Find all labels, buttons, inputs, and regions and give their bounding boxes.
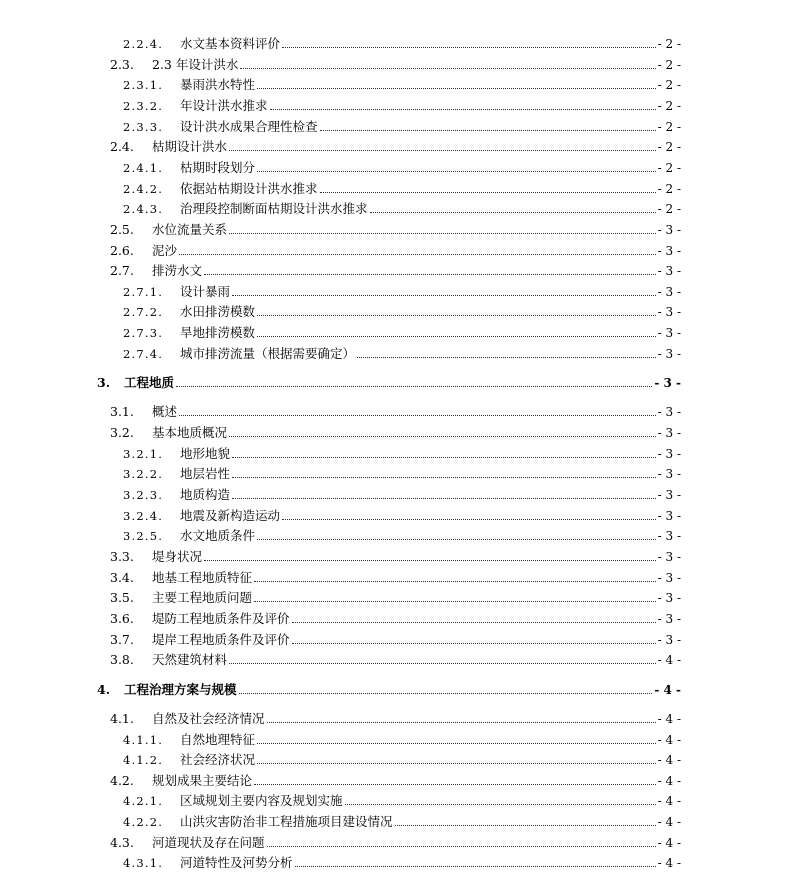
toc-entry-number: 2.4.2. [123, 181, 164, 196]
dot-leader [232, 294, 656, 296]
dot-leader [232, 497, 656, 499]
dot-leader [267, 721, 656, 723]
toc-section-entry[interactable] [110, 544, 681, 564]
toc-entry-page-number: - 3 - [657, 446, 681, 461]
toc-entry-title: 年设计洪水推求 [180, 97, 268, 113]
toc-entry-page-number: - 3 - [657, 326, 681, 341]
dot-leader [257, 314, 656, 316]
toc-section-entry[interactable] [110, 420, 681, 440]
toc-entry-title: 城市排涝流量（根据需要确定） [180, 345, 356, 361]
toc-entry-page-number: - 2 - [657, 78, 681, 93]
toc-subsection-entry[interactable] [123, 788, 681, 808]
toc-subsection-entry[interactable] [123, 31, 681, 51]
toc-subsection-entry[interactable] [123, 114, 681, 134]
toc-entry-number: 4.2.2. [123, 815, 164, 830]
toc-entry-title: 基本地质概况 [152, 425, 228, 441]
dot-leader [320, 191, 656, 193]
toc-section-entry[interactable] [110, 217, 681, 237]
dot-leader [179, 253, 656, 255]
toc-entry-number: 4.1. [110, 710, 134, 726]
toc-section-entry[interactable] [110, 399, 681, 419]
toc-entry-page-number: - 3 - [657, 305, 681, 320]
toc-subsection-entry[interactable] [123, 176, 681, 196]
toc-entry-number: 2.3. [110, 56, 134, 72]
toc-entry-title: 天然建筑材料 [152, 652, 228, 668]
toc-entry-page-number: - 2 - [657, 57, 681, 72]
toc-entry-number: 3.8. [110, 652, 134, 668]
toc-entry-title: 规划成果主要结论 [152, 772, 253, 788]
toc-entry-title: 排涝水文 [152, 263, 203, 279]
toc-section-entry[interactable] [110, 830, 681, 850]
toc-entry-title: 旱地排涝模数 [180, 325, 256, 341]
toc-entry-number: 3.2.4. [123, 508, 164, 523]
dot-leader [257, 170, 656, 172]
toc-entry-page-number: - 2 - [657, 140, 681, 155]
toc-section-entry[interactable] [110, 706, 681, 726]
toc-section-entry[interactable] [110, 258, 681, 278]
toc-entry-page-number: - 4 - [657, 753, 681, 768]
toc-entry-title: 主要工程地质问题 [152, 590, 253, 606]
dot-leader [267, 845, 656, 847]
toc-subsection-entry[interactable] [123, 809, 681, 829]
toc-entry-number: 2.7.2. [123, 305, 164, 320]
toc-entry-title: 泥沙 [152, 242, 178, 258]
toc-entry-number: 2.3.3. [123, 119, 164, 134]
dot-leader [257, 335, 656, 337]
toc-section-entry[interactable] [110, 647, 681, 667]
toc-section-entry[interactable] [110, 585, 681, 605]
toc-entry-number: 2.5. [110, 221, 134, 237]
toc-entry-page-number: - 4 - [657, 773, 681, 788]
toc-entry-title: 水位流量关系 [152, 221, 228, 237]
toc-entry-page-number: - 4 - [657, 856, 681, 871]
toc-subsection-entry[interactable] [123, 441, 681, 461]
dot-leader [292, 642, 656, 644]
toc-entry-title: 堤防工程地质条件及评价 [152, 610, 290, 626]
toc-entry-page-number: - 4 - [657, 815, 681, 830]
dot-leader [240, 67, 655, 69]
toc-subsection-entry[interactable] [123, 299, 681, 319]
toc-entry-title: 设计暴雨 [180, 283, 231, 299]
toc-entry-number: 2.2.4. [123, 37, 164, 51]
toc-entry-page-number: - 3 - [657, 222, 681, 237]
toc-entry-title: 自然及社会经济情况 [152, 710, 265, 726]
toc-entry-number: 3.3. [110, 548, 134, 564]
toc-entry-number: 4.2.1. [123, 794, 164, 809]
toc-entry-page-number: - 3 - [657, 591, 681, 606]
dot-leader [282, 46, 656, 48]
toc-entry-number: 3.1. [110, 404, 134, 420]
toc-entry-page-number: - 3 - [657, 488, 681, 502]
toc-section-entry[interactable] [110, 627, 681, 647]
toc-entry-page-number: - 2 - [657, 119, 681, 134]
toc-subsection-entry[interactable] [123, 482, 681, 502]
toc-entry-page-number: - 2 - [657, 98, 681, 113]
toc-entry-title: 治理段控制断面枯期设计洪水推求 [180, 201, 368, 217]
toc-entry-title: 自然地理特征 [180, 731, 256, 747]
toc-entry-title: 依据站枯期设计洪水推求 [180, 180, 318, 196]
toc-entry-number: 4.1.1. [123, 732, 164, 747]
dot-leader [176, 385, 652, 387]
toc-subsection-entry[interactable] [123, 196, 681, 216]
toc-entry-number: 3.6. [110, 610, 134, 626]
toc-entry-title: 水文基本资料评价 [180, 36, 281, 51]
toc-entry-page-number: - 4 - [657, 732, 681, 747]
toc-entry-number: 4.3. [110, 834, 134, 850]
toc-entry-number: 2.3.1. [123, 78, 164, 93]
toc-entry-page-number: - 3 - [657, 611, 681, 626]
toc-subsection-entry[interactable] [123, 93, 681, 113]
toc-subsection-entry[interactable] [123, 72, 681, 92]
toc-entry-title: 工程治理方案与规模 [124, 681, 237, 697]
toc-entry-title: 河道特性及河势分析 [180, 855, 293, 871]
dot-leader [229, 435, 656, 437]
toc-section-entry[interactable] [110, 768, 681, 788]
toc-entry-page-number: - 3 - [657, 426, 681, 441]
toc-entry-page-number: - 3 - [657, 549, 681, 564]
dot-leader [357, 356, 656, 358]
toc-entry-number: 2.7. [110, 263, 134, 279]
toc-entry-page-number: - 4 - [657, 835, 681, 850]
toc-entry-title: 山洪灾害防治非工程措施项目建设情况 [180, 814, 393, 830]
toc-entry-page-number: - 2 - [657, 181, 681, 196]
dot-leader [254, 600, 656, 602]
toc-entry-page-number: - 3 - [657, 529, 681, 544]
dot-leader [320, 129, 656, 131]
toc-entry-page-number: - 3 - [654, 376, 681, 391]
toc-section-entry[interactable] [110, 52, 681, 72]
toc-entry-number: 2.7.4. [123, 346, 164, 361]
toc-entry-number: 2.3.2. [123, 98, 164, 113]
dot-leader [204, 273, 656, 275]
toc-subsection-entry[interactable] [123, 279, 681, 299]
toc-entry-page-number: - 3 - [657, 284, 681, 299]
toc-subsection-entry[interactable] [123, 461, 681, 481]
toc-entry-page-number: - 3 - [657, 467, 681, 482]
toc-entry-number: 3.2. [110, 425, 134, 441]
toc-entry-number: 4. [97, 681, 111, 697]
dot-leader [257, 762, 656, 764]
toc-entry-page-number: - 2 - [657, 160, 681, 175]
toc-entry-number: 2.4.3. [123, 202, 164, 217]
toc-entry-title: 堤身状况 [152, 548, 203, 564]
toc-subsection-entry[interactable] [123, 523, 681, 543]
toc-chapter-entry[interactable] [97, 677, 681, 697]
toc-entry-number: 3.4. [110, 569, 134, 585]
dot-leader [345, 803, 656, 805]
toc-entry-title: 河道现状及存在问题 [152, 834, 265, 850]
toc-entry-page-number: - 3 - [657, 264, 681, 279]
toc-entry-number: 2.6. [110, 242, 134, 258]
toc-entry-page-number: - 3 - [657, 346, 681, 361]
toc-entry-number: 3.7. [110, 631, 134, 647]
toc-entry-title: 地基工程地质特征 [152, 569, 253, 585]
dot-leader [204, 559, 656, 561]
toc-entry-number: 2.7.3. [123, 326, 164, 341]
toc-entry-title: 概述 [152, 404, 178, 420]
toc-section-entry[interactable] [110, 606, 681, 626]
toc-entry-title: 暴雨洪水特性 [180, 77, 256, 93]
toc-entry-page-number: - 3 - [657, 243, 681, 258]
toc-subsection-entry[interactable] [123, 341, 681, 361]
toc-entry-number: 3.5. [110, 590, 134, 606]
toc-entry-title: 地层岩性 [180, 466, 231, 482]
dot-leader [254, 580, 656, 582]
dot-leader [229, 662, 656, 664]
toc-entry-number: 3.2.1. [123, 446, 164, 461]
toc-entry-number: 3. [97, 375, 111, 391]
toc-entry-title: 地震及新构造运动 [180, 507, 281, 523]
toc-entry-page-number: - 4 - [657, 794, 681, 809]
toc-entry-title: 2.3 年设计洪水 [152, 56, 239, 72]
toc-entry-page-number: - 3 - [657, 570, 681, 585]
toc-entry-number: 2.7.1. [123, 284, 164, 299]
toc-entry-title: 水文地质条件 [180, 528, 256, 544]
toc-subsection-entry[interactable] [123, 320, 681, 340]
toc-entry-title: 枯期设计洪水 [152, 139, 228, 155]
toc-entry-title: 区域规划主要内容及规划实施 [180, 793, 343, 809]
dot-leader [229, 232, 656, 234]
toc-entry-number: 4.2. [110, 772, 134, 788]
toc-entry-number: 2.4. [110, 139, 134, 155]
dot-leader [254, 783, 656, 785]
toc-entry-page-number: - 4 - [657, 711, 681, 726]
toc-entry-number: 4.1.2. [123, 753, 164, 768]
dot-leader [282, 518, 656, 520]
dot-leader [257, 538, 656, 540]
toc-entry-title: 地形地貌 [180, 445, 231, 461]
toc-chapter-entry[interactable] [97, 370, 681, 390]
toc-subsection-entry[interactable] [123, 747, 681, 767]
dot-leader [270, 108, 656, 110]
toc-entry-page-number: - 4 - [657, 653, 681, 668]
dot-leader [370, 211, 656, 213]
toc-entry-title: 堤岸工程地质条件及评价 [152, 631, 290, 647]
toc-entry-title: 设计洪水成果合理性检查 [180, 118, 318, 134]
toc-section-entry[interactable] [110, 238, 681, 258]
toc-subsection-entry[interactable] [123, 503, 681, 523]
toc-entry-page-number: - 4 - [654, 682, 681, 697]
toc-entry-page-number: - 3 - [657, 405, 681, 420]
dot-leader [232, 476, 656, 478]
dot-leader [292, 621, 656, 623]
toc-entry-page-number: - 2 - [657, 202, 681, 217]
toc-entry-title: 地质构造 [180, 487, 231, 502]
toc-entry-title: 水田排涝模数 [180, 304, 256, 320]
toc-entry-page-number: - 3 - [657, 632, 681, 647]
dot-leader [295, 865, 656, 867]
dot-leader [257, 742, 656, 744]
toc-entry-number: 3.2.5. [123, 529, 164, 544]
toc-section-entry[interactable] [110, 565, 681, 585]
toc-entry-number: 4.3.1. [123, 856, 164, 871]
dot-leader [232, 456, 656, 458]
toc-entry-title: 社会经济状况 [180, 752, 256, 768]
toc-entry-title: 工程地质 [124, 375, 175, 391]
dot-leader [395, 824, 656, 826]
toc-entry-number: 3.2.3. [123, 488, 164, 502]
dot-leader [229, 149, 656, 151]
toc-entry-page-number: - 2 - [657, 37, 681, 51]
toc-subsection-entry[interactable] [123, 727, 681, 747]
dot-leader [239, 692, 653, 694]
toc-entry-page-number: - 3 - [657, 508, 681, 523]
dot-leader [179, 414, 656, 416]
toc-subsection-entry[interactable] [123, 155, 681, 175]
toc-section-entry[interactable] [110, 134, 681, 154]
toc-entry-number: 2.4.1. [123, 160, 164, 175]
toc-entry-title: 枯期时段划分 [180, 159, 256, 175]
dot-leader [257, 87, 656, 89]
toc-subsection-entry[interactable] [123, 850, 681, 870]
toc-entry-number: 3.2.2. [123, 467, 164, 482]
